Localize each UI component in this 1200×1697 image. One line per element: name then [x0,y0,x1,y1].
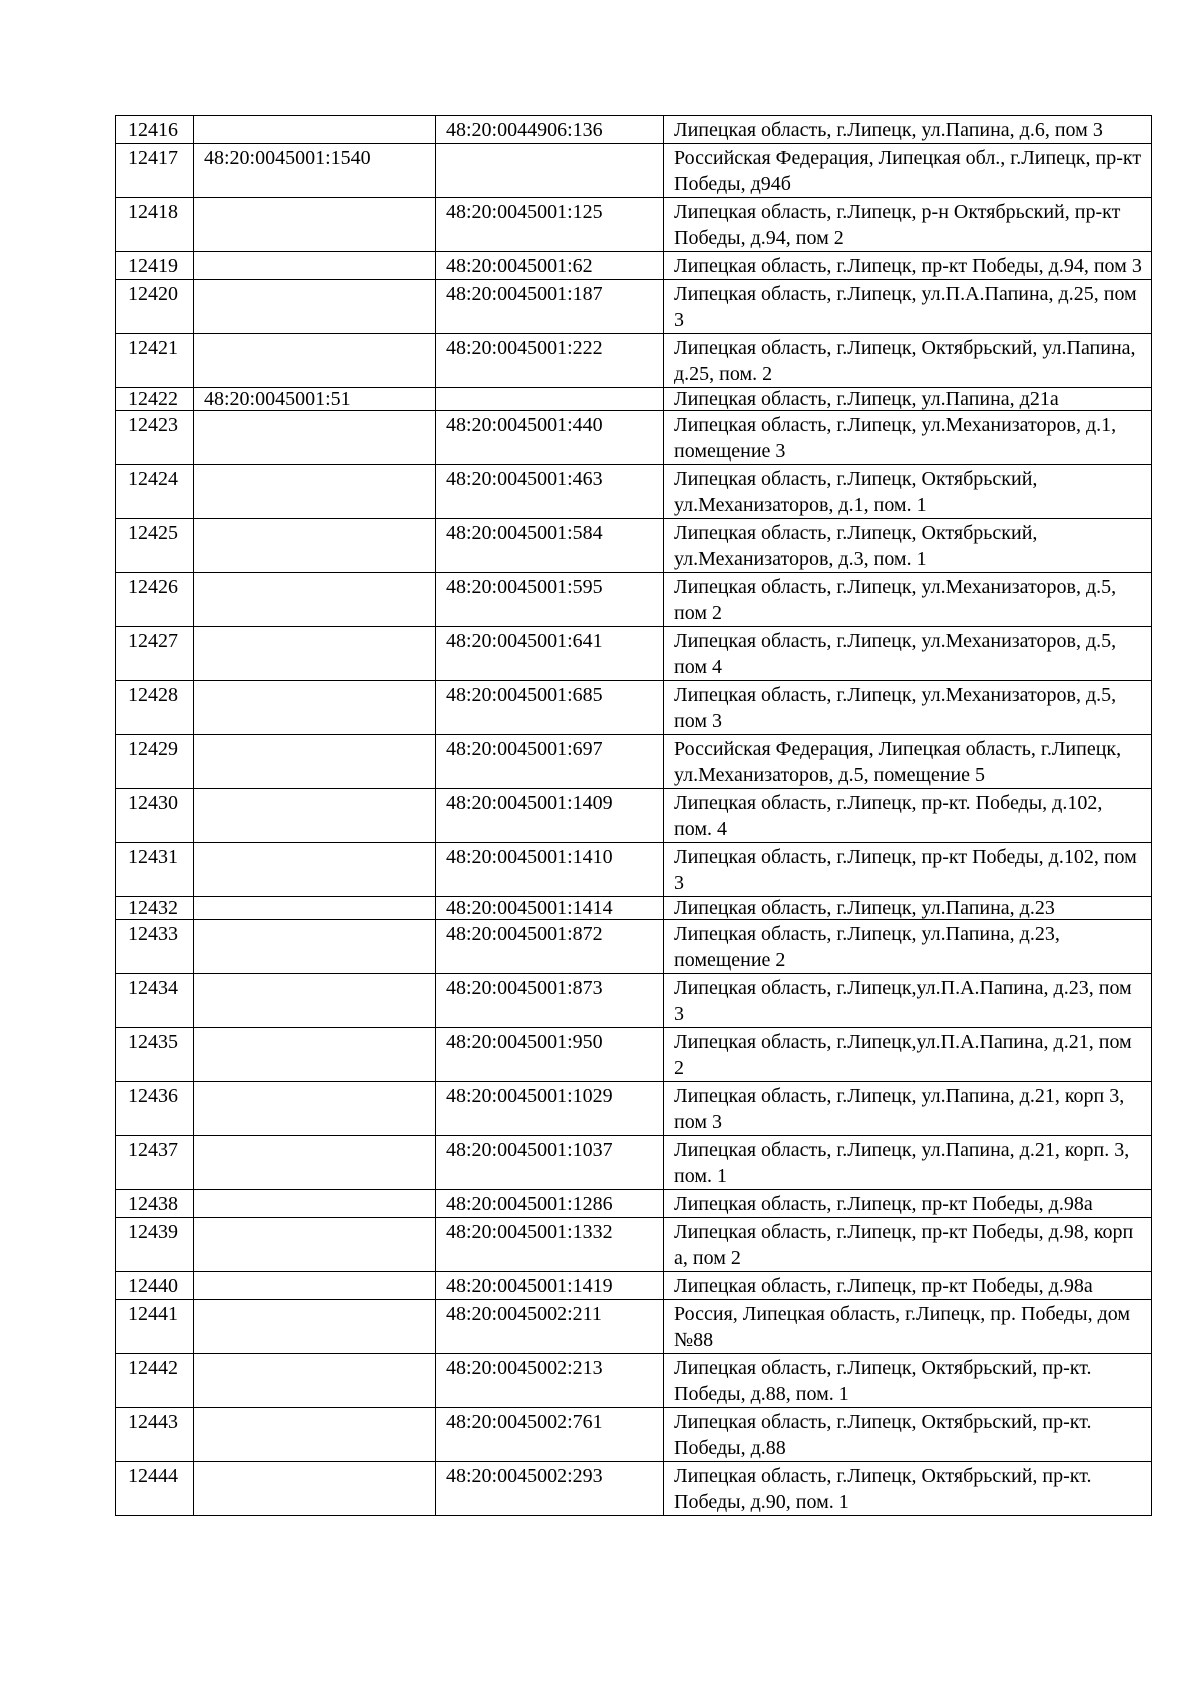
document-page [115,115,1151,1516]
address-cell: Липецкая область, г.Липецк, Октябрьский, пр-кт. Победы, д.88 [664,1408,1152,1462]
table-row [116,1462,1152,1516]
land-cadastral-number-cell [194,1190,436,1218]
object-cadastral-number-cell: 48:20:0045001:685 [436,681,664,735]
record-number-cell: 12441 [116,1300,194,1354]
table-body [116,116,1152,1516]
address-cell: Липецкая область, г.Липецк, Октябрьский, ул.Механизаторов, д.1, пом. 1 [664,465,1152,519]
table-row [116,1272,1152,1300]
object-cadastral-number-cell: 48:20:0045001:440 [436,411,664,465]
land-cadastral-number-cell [194,681,436,735]
object-cadastral-number-cell: 48:20:0045002:211 [436,1300,664,1354]
object-cadastral-number-cell: 48:20:0045001:1409 [436,789,664,843]
object-cadastral-number-cell: 48:20:0045002:761 [436,1408,664,1462]
table-row [116,1028,1152,1082]
object-cadastral-number-cell: 48:20:0045002:213 [436,1354,664,1408]
address-cell: Липецкая область, г.Липецк, р-н Октябрьский, пр-кт Победы, д.94, пом 2 [664,198,1152,252]
record-number-cell: 12436 [116,1082,194,1136]
address-cell: Липецкая область, г.Липецк, пр-кт Победы, д.102, пом 3 [664,843,1152,897]
record-number-cell: 12437 [116,1136,194,1190]
object-cadastral-number-cell: 48:20:0045001:1410 [436,843,664,897]
record-number-cell: 12432 [116,897,194,920]
land-cadastral-number-cell: 48:20:0045001:51 [194,388,436,411]
table-row [116,735,1152,789]
table-row [116,627,1152,681]
record-number-cell: 12434 [116,974,194,1028]
record-number-cell: 12428 [116,681,194,735]
land-cadastral-number-cell [194,1136,436,1190]
record-number-cell: 12431 [116,843,194,897]
table-row [116,388,1152,411]
address-cell: Российская Федерация, Липецкая обл., г.Липецк, пр-кт Победы, д94б [664,144,1152,198]
record-number-cell: 12429 [116,735,194,789]
record-number-cell: 12443 [116,1408,194,1462]
object-cadastral-number-cell: 48:20:0045001:1414 [436,897,664,920]
object-cadastral-number-cell: 48:20:0045001:873 [436,974,664,1028]
table-row [116,1082,1152,1136]
record-number-cell: 12423 [116,411,194,465]
record-number-cell: 12416 [116,116,194,144]
table-row [116,519,1152,573]
address-cell: Липецкая область, г.Липецк, Октябрьский, пр-кт. Победы, д.90, пом. 1 [664,1462,1152,1516]
object-cadastral-number-cell: 48:20:0045001:1419 [436,1272,664,1300]
land-cadastral-number-cell [194,789,436,843]
address-cell: Липецкая область, г.Липецк, Октябрьский, ул.Механизаторов, д.3, пом. 1 [664,519,1152,573]
land-cadastral-number-cell [194,198,436,252]
record-number-cell: 12430 [116,789,194,843]
object-cadastral-number-cell [436,388,664,411]
record-number-cell: 12439 [116,1218,194,1272]
record-number-cell: 12420 [116,280,194,334]
address-cell: Липецкая область, г.Липецк, ул.Папина, д.23, помещение 2 [664,920,1152,974]
address-cell: Липецкая область, г.Липецк, ул.Папина, д.6, пом 3 [664,116,1152,144]
object-cadastral-number-cell: 48:20:0045001:697 [436,735,664,789]
address-cell: Липецкая область, г.Липецк, ул.Папина, д.23 [664,897,1152,920]
object-cadastral-number-cell: 48:20:0045001:1037 [436,1136,664,1190]
table-row [116,974,1152,1028]
record-number-cell: 12422 [116,388,194,411]
table-row [116,1354,1152,1408]
address-cell: Липецкая область, г.Липецк, ул.П.А.Папина, д.25, пом 3 [664,280,1152,334]
table-row [116,1408,1152,1462]
object-cadastral-number-cell: 48:20:0045001:584 [436,519,664,573]
record-number-cell: 12444 [116,1462,194,1516]
object-cadastral-number-cell: 48:20:0045001:1029 [436,1082,664,1136]
object-cadastral-number-cell: 48:20:0045001:872 [436,920,664,974]
land-cadastral-number-cell [194,1272,436,1300]
address-cell: Липецкая область, г.Липецк, ул.Папина, д.21, корп 3, пом 3 [664,1082,1152,1136]
table-row [116,1300,1152,1354]
land-cadastral-number-cell [194,1462,436,1516]
table-row [116,411,1152,465]
land-cadastral-number-cell [194,897,436,920]
cadastral-registry-table [115,115,1152,1516]
table-row [116,116,1152,144]
object-cadastral-number-cell: 48:20:0045001:463 [436,465,664,519]
address-cell: Россия, Липецкая область, г.Липецк, пр. Победы, дом №88 [664,1300,1152,1354]
record-number-cell: 12427 [116,627,194,681]
land-cadastral-number-cell: 48:20:0045001:1540 [194,144,436,198]
object-cadastral-number-cell: 48:20:0045001:595 [436,573,664,627]
record-number-cell: 12418 [116,198,194,252]
land-cadastral-number-cell [194,974,436,1028]
table-row [116,465,1152,519]
record-number-cell: 12440 [116,1272,194,1300]
land-cadastral-number-cell [194,1082,436,1136]
record-number-cell: 12433 [116,920,194,974]
table-row [116,1136,1152,1190]
land-cadastral-number-cell [194,735,436,789]
table-row [116,681,1152,735]
table-row [116,280,1152,334]
land-cadastral-number-cell [194,627,436,681]
table-row [116,843,1152,897]
address-cell: Липецкая область, г.Липецк, пр-кт Победы, д.98а [664,1190,1152,1218]
record-number-cell: 12419 [116,252,194,280]
record-number-cell: 12442 [116,1354,194,1408]
table-row [116,789,1152,843]
address-cell: Липецкая область, г.Липецк, ул.Папина, д21а [664,388,1152,411]
object-cadastral-number-cell: 48:20:0045001:1332 [436,1218,664,1272]
table-row [116,573,1152,627]
object-cadastral-number-cell: 48:20:0045001:125 [436,198,664,252]
table-row [116,920,1152,974]
table-row [116,897,1152,920]
address-cell: Липецкая область, г.Липецк,ул.П.А.Папина, д.23, пом 3 [664,974,1152,1028]
object-cadastral-number-cell [436,144,664,198]
address-cell: Липецкая область, г.Липецк, ул.Папина, д.21, корп. 3, пом. 1 [664,1136,1152,1190]
land-cadastral-number-cell [194,920,436,974]
land-cadastral-number-cell [194,573,436,627]
address-cell: Липецкая область, г.Липецк, Октябрьский, ул.Папина, д.25, пом. 2 [664,334,1152,388]
record-number-cell: 12435 [116,1028,194,1082]
land-cadastral-number-cell [194,334,436,388]
address-cell: Липецкая область, г.Липецк, ул.Механизаторов, д.1, помещение 3 [664,411,1152,465]
address-cell: Липецкая область, г.Липецк, ул.Механизаторов, д.5, пом 4 [664,627,1152,681]
object-cadastral-number-cell: 48:20:0045001:62 [436,252,664,280]
address-cell: Липецкая область, г.Липецк, ул.Механизаторов, д.5, пом 2 [664,573,1152,627]
land-cadastral-number-cell [194,280,436,334]
record-number-cell: 12425 [116,519,194,573]
object-cadastral-number-cell: 48:20:0045002:293 [436,1462,664,1516]
record-number-cell: 12424 [116,465,194,519]
record-number-cell: 12438 [116,1190,194,1218]
table-row [116,252,1152,280]
object-cadastral-number-cell: 48:20:0045001:641 [436,627,664,681]
table-row [116,1190,1152,1218]
record-number-cell: 12426 [116,573,194,627]
table-row [116,198,1152,252]
address-cell: Российская Федерация, Липецкая область, г.Липецк, ул.Механизаторов, д.5, помещение 5 [664,735,1152,789]
table-row [116,1218,1152,1272]
address-cell: Липецкая область, г.Липецк, пр-кт. Победы, д.102, пом. 4 [664,789,1152,843]
object-cadastral-number-cell: 48:20:0045001:1286 [436,1190,664,1218]
address-cell: Липецкая область, г.Липецк, пр-кт Победы, д.98, корп а, пом 2 [664,1218,1152,1272]
land-cadastral-number-cell [194,1408,436,1462]
address-cell: Липецкая область, г.Липецк, ул.Механизаторов, д.5, пом 3 [664,681,1152,735]
land-cadastral-number-cell [194,411,436,465]
land-cadastral-number-cell [194,252,436,280]
address-cell: Липецкая область, г.Липецк, Октябрьский, пр-кт. Победы, д.88, пом. 1 [664,1354,1152,1408]
object-cadastral-number-cell: 48:20:0045001:187 [436,280,664,334]
land-cadastral-number-cell [194,116,436,144]
object-cadastral-number-cell: 48:20:0045001:222 [436,334,664,388]
record-number-cell: 12421 [116,334,194,388]
land-cadastral-number-cell [194,1218,436,1272]
address-cell: Липецкая область, г.Липецк, пр-кт Победы, д.94, пом 3 [664,252,1152,280]
land-cadastral-number-cell [194,465,436,519]
record-number-cell: 12417 [116,144,194,198]
address-cell: Липецкая область, г.Липецк, пр-кт Победы, д.98а [664,1272,1152,1300]
table-row [116,144,1152,198]
address-cell: Липецкая область, г.Липецк,ул.П.А.Папина, д.21, пом 2 [664,1028,1152,1082]
land-cadastral-number-cell [194,1028,436,1082]
object-cadastral-number-cell: 48:20:0045001:950 [436,1028,664,1082]
table-row [116,334,1152,388]
object-cadastral-number-cell: 48:20:0044906:136 [436,116,664,144]
land-cadastral-number-cell [194,1354,436,1408]
land-cadastral-number-cell [194,1300,436,1354]
land-cadastral-number-cell [194,843,436,897]
land-cadastral-number-cell [194,519,436,573]
